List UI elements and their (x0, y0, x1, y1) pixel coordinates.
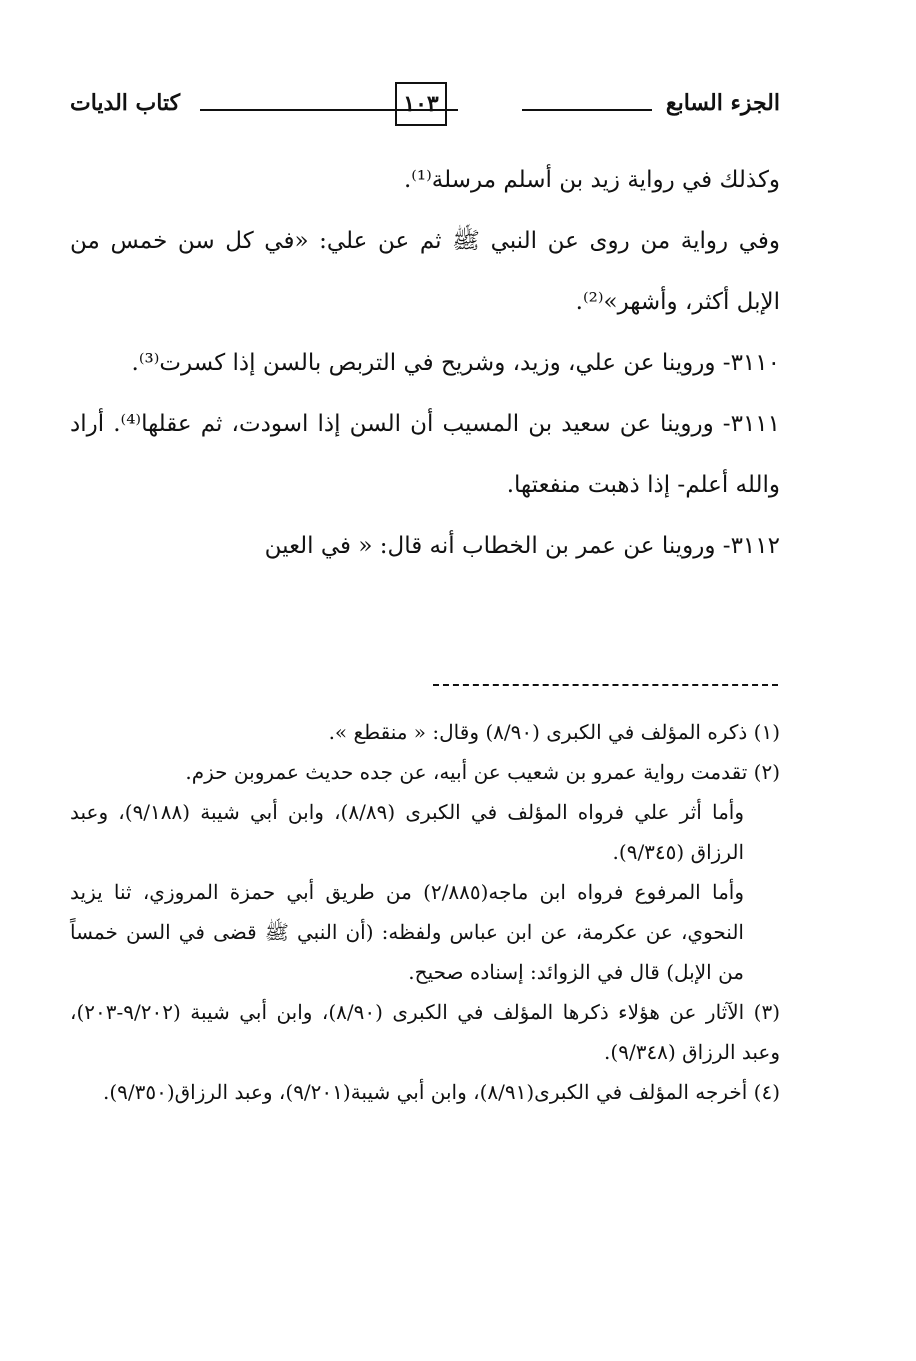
volume-label: الجزء السابع (665, 90, 780, 116)
main-text (70, 150, 780, 577)
header-rule-left (200, 109, 458, 111)
footnote-3: (٣) الآثار عن هؤلاء ذكرها المؤلف في الكبرى (٨/٩٠)، وابن أبي شيبة (٩/٢٠٢-٢٠٣)، وعبد الرزاق (٩/٣٤٨). (70, 1000, 780, 1064)
book-title: كتاب الديات (70, 90, 181, 116)
footnote-2-continuation: وأما أثر علي فرواه المؤلف في الكبرى (٨/٨٩)، وابن أبي شيبة (٩/١٨٨)، وعبد الرزاق (٩/٣٤٥). (70, 800, 745, 864)
paragraph: ٣١١١- وروينا عن سعيد بن المسيب أن السن إذا اسودت، ثم عقلها⁽⁴⁾. أراد والله أعلم- إذا ذهبت منفعتها. (70, 411, 781, 498)
paragraph: وفي رواية من روى عن النبي ﷺ ثم عن علي: «في كل سن خمس من الإبل أكثر، وأشهر»⁽²⁾. (70, 228, 780, 315)
footnote-2-continuation: وأما المرفوع فرواه ابن ماجه(٢/٨٨٥) من طريق أبي حمزة المروزي، ثنا يزيد النحوي، عن عكرمة، عن ابن عباس ولفظه: (أن النبي ﷺ قضى في السن خمساً من الإبل) قال في الزوائد: إسناده صحيح. (70, 880, 744, 984)
paragraph: وكذلك في رواية زيد بن أسلم مرسلة⁽¹⁾. (403, 167, 780, 193)
footnote-1: (١) ذكره المؤلف في الكبرى (٨/٩٠) وقال: « منقطع ». (328, 720, 780, 744)
footnote-separator (433, 684, 778, 686)
running-header (70, 82, 780, 130)
paragraph: ٣١١٢- وروينا عن عمر بن الخطاب أنه قال: « في العين (264, 533, 780, 559)
footnotes (70, 712, 780, 1112)
page-number: ١٠٣ (403, 91, 439, 117)
footnote-2: (٢) تقدمت رواية عمرو بن شعيب عن أبيه، عن جده حديث عمروبن حزم. (185, 760, 780, 784)
page-number-box (395, 82, 447, 126)
paragraph: ٣١١٠- وروينا عن علي، وزيد، وشريح في التربص بالسن إذا كسرت⁽³⁾. (131, 350, 780, 376)
header-rule-right (522, 109, 652, 111)
footnote-4: (٤) أخرجه المؤلف في الكبرى(٨/٩١)، وابن أبي شيبة(٩/٢٠١)، وعبد الرزاق(٩/٣٥٠). (102, 1080, 780, 1104)
